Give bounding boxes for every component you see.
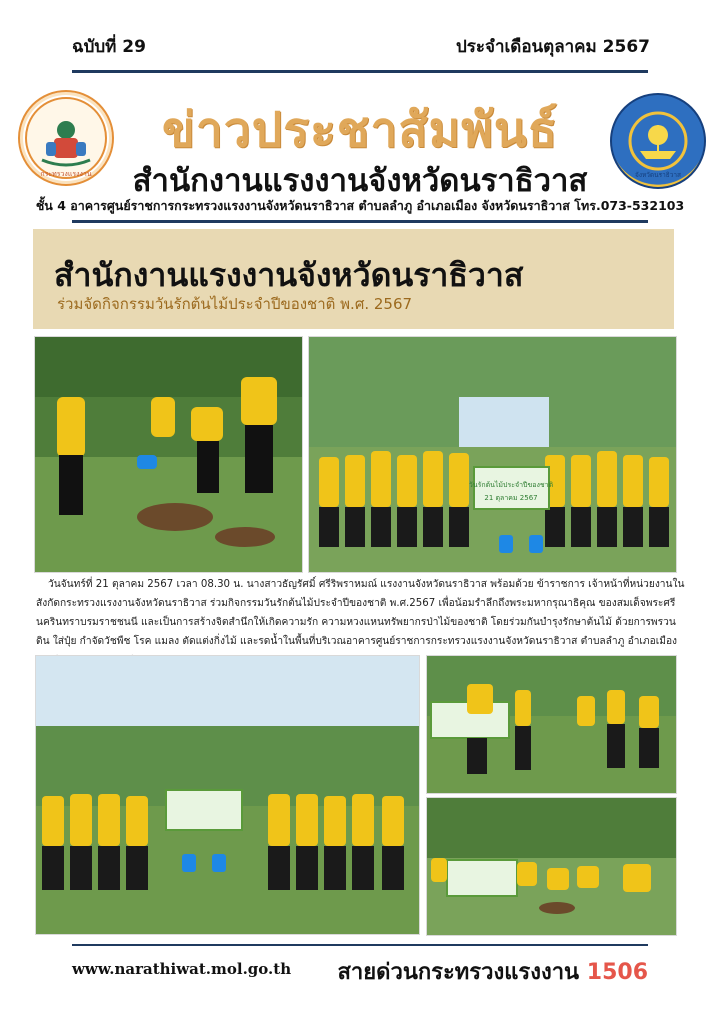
- newsletter-title: ข่าวประชาสัมพันธ์: [162, 102, 558, 158]
- logo-left-text: กระทรวงแรงงาน: [40, 170, 92, 178]
- masthead-rule: [72, 220, 648, 223]
- office-address: ชั้น 4 อาคารศูนย์ราชการกระทรวงแรงงานจังหวัดนราธิวาส ตำบลลำภู อำเภอเมือง จังหวัดนราธิวาส โทร.073-532103: [35, 198, 685, 213]
- headline-title: สำนักงานแรงงานจังหวัดนราธิวาส: [54, 256, 524, 294]
- photo-large-group: [35, 655, 420, 935]
- footer-rule: [72, 944, 648, 946]
- header-rule: [72, 70, 648, 73]
- photo-watering-tree: [34, 336, 303, 573]
- issue-month: ประจำเดือนตุลาคม 2567: [455, 37, 650, 57]
- hotline-label: สายด่วนกระทรวงแรงงาน: [337, 960, 580, 985]
- article-body: วันจันทร์ที่ 21 ตุลาคม 2567 เวลา 08.30 น. นางสาวธัญรัศมิ์ ศรีริพราหมณ์ แรงงานจังหวัดนราธิวาส พร้อมด้วย ข้าราชการ เจ้าหน้าที่หน่วยงานในสังกัดกระทรวงแรงงานจังหวัดนราธิวาส ร่วมกิจกรรมวันรักต้นไม้ประจำปีของชาติ พ.ศ.2567 เพื่อน้อมรำลึกถึงพระมหากรุณาธิคุณ ของสมเด็จพระศรีนครินทราบรมราชชนนี และเป็นการสร้างจิตสำนึกให้เกิดความรัก ความหวงแหนทรัพยากรป่าไม้ของชาติ โดยร่วมกันบำรุงรักษาต้นไม้ ด้วยการพรวนดิน ใส่ปุ๋ย กำจัดวัชพืช โรค แมลง ตัดแต่งกิ่งไม้ และรดน้ำในพื้นที่บริเวณอาคารศูนย์ราชการกระทรวงแรงงานจังหวัดนราธิวาส ตำบลลำภู อำเภอเมือง: [36, 579, 685, 647]
- photo-group-with-sign: [308, 336, 677, 573]
- logo-right-text: จังหวัดนราธิวาส: [635, 171, 681, 179]
- issue-number: ฉบับที่ 29: [72, 37, 146, 57]
- photo-sign-group: [426, 655, 677, 794]
- website-url[interactable]: www.narathiwat.mol.go.th: [72, 960, 292, 978]
- photo-planting: [426, 797, 677, 936]
- sign-line-1: วันรักต้นไม้ประจำปีของชาติ: [468, 481, 554, 489]
- hotline: [338, 954, 649, 989]
- hotline-number: 1506: [586, 960, 648, 985]
- headline-subtitle: ร่วมจัดกิจกรรมวันรักต้นไม้ประจำปีของชาติ พ.ศ. 2567: [57, 295, 413, 313]
- sign-date: 21 ตุลาคม 2567: [484, 494, 538, 502]
- office-name: สำนักงานแรงงานจังหวัดนราธิวาส: [132, 163, 588, 199]
